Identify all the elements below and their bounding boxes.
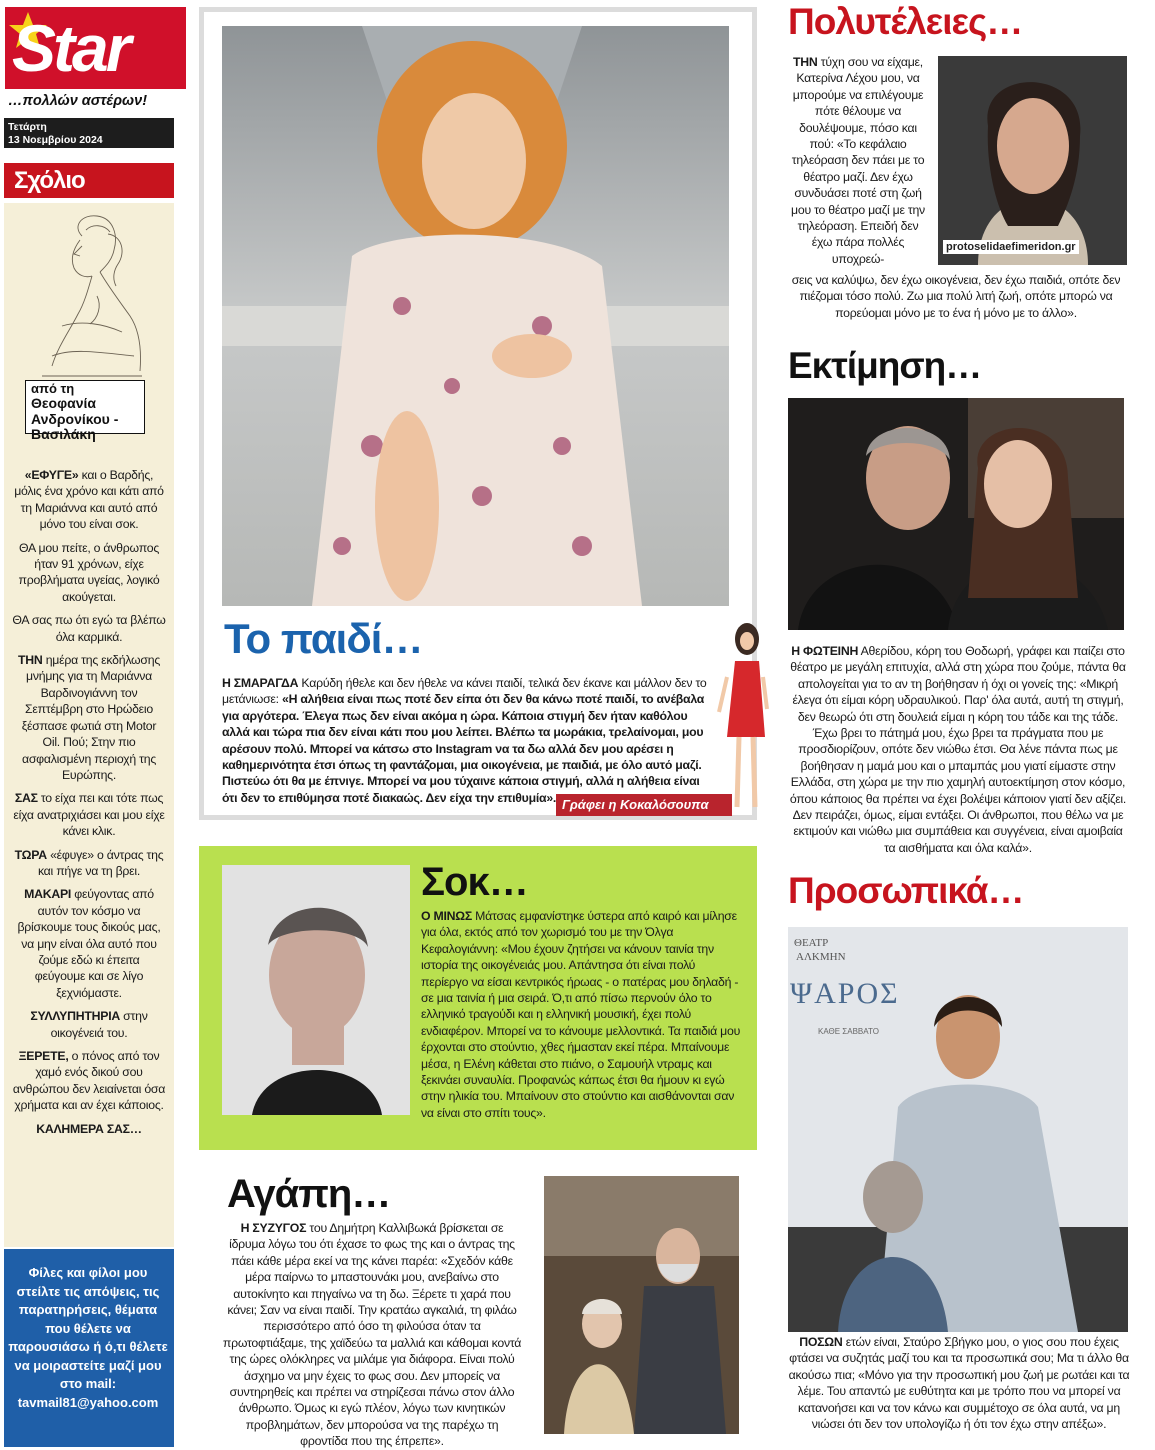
watermark: protoselidaefimeridon.gr [943,240,1079,254]
agapi-heading: Αγάπη… [227,1172,391,1216]
column-paragraph: ΞΕΡΕΤΕ, ο πόνος από τον χαμό ενός δικού σου ανθρώπου δεν λειαίνεται όσα χρήματα και αν έχει κάποιος. [12,1049,166,1113]
sok-text: Ο ΜΙΝΩΣ Μάτσας εμφανίστηκε ύστερα από καιρό και μίλησε για όλα, εκτός από τον χωρισμό του με την Όλγα Κεφαλογιάννη: «Μου έχουν ζητήσει να κάνουν ταινία την ιστορία της οικογένειάς μου. Απάντησα ότι είναι πολύ περίεργο να είσαι κεντρικός ήρωας - ο πατέρας μου δηλαδή - σε μια ταινία ή μια σειρά. Ό,τι από πίσω περνούν όλο το ελληνικό τραγούδι και η ελληνική μουσική, έχει πολύ ενδιαφέρον. Μπορεί να το κάνουμε μελλοντικά. Τα παιδιά μου έρχονται στο στούντιο, χθες ήμασταν εκεί πέρα. Μπαίνουμε μέσα, η Ελένη κάθεται στο πιάνο, ο Σαμουήλ ντραμς και ξεκινάει συναυλία. Προφανώς κάπως έτσι θα ήμουν κι εγώ στην ηλικία του. Μπαίνουν στο στούντιο και αισθάνονται σαν να είναι στο σπίτι τους». [421,909,741,1120]
ektimisi-heading: Εκτίμηση… [788,345,982,386]
feature-photo [222,26,729,606]
column-paragraph: ΚΑΛΗΜΕΡΑ ΣΑΣ… [36,1121,142,1136]
prosopika-text: ΠΟΣΩΝ ετών είναι, Σταύρο Σβήγκο μου, ο γιος σου που έχεις φτάσει να συζητάς μαζί του και τα προσωπικά σου; Μα τι άλλο θα ακούσω πια; «Μόνο για την προσωπική μου ζωή με ρωτάει και τα λέμε. Του απαντώ με ευθύτητα και με τρόπο που να μπορεί να κατανοήσει και να τον κάνω και συμμέτοχο σε όλα αυτά, να μη νιώσει ότι δεν τον υπολογίζω ή ότι τον έχω στην απέξω». [788,1335,1130,1432]
column-paragraph: «ΕΦΥΓΕ» και ο Βαρδής, μόλις ένα χρόνο και κάτι από τη Μαριάννα και αυτό από μόνο του είναι σοκ. [14,468,164,532]
poster-text: ΚΑΘΕ ΣΑΒΒΑΤΟ [818,1027,879,1036]
feature-heading: Το παιδί… [224,615,423,662]
feature-credit: Γράφει η Κοκαλόσουπα [562,797,709,812]
column-paragraph: ΤΗΝ ημέρα της εκδήλωσης μνήμης για τη Μαριάννα Βαρδινογιάννη τον Σεπτέμβρη στο Ηρώδειο ξέσπασε φωτιά στη Motor Oil. Πού; Στην πιο ασφαλισμένη περιοχή της Ευρώπης. [18,653,160,782]
lux-text-continued: σεις να καλύψω, δεν έχω οικογένεια, δεν έχω παιδιά, οπότε δεν πιέζομαι τόσο πολύ. Ζω μια πολύ λιτή ζωή, οπότε μπορώ να πορεύομαι μόνο με το ένα ή μόνο με το άλλο». [791,273,1121,320]
column-paragraph: ΣΑΣ το είχα πει και τότε πως είχα ανατριχιάσει και μου είχε κάνει κλικ. [13,791,165,839]
lux-text: ΤΗΝ τύχη σου να είχαμε, Κατερίνα Λέχου μου, να μπορούμε να επιλέγουμε πότε θέλουμε να δουλέψουμε, πόσο και πού: «Το κεφάλαιο τηλεόραση δεν πάει με το θέατρο μαζί. Δεν έχω συνδυάσει ποτέ στη ζωή μου το θέατρο μαζί με την τηλεόραση. Επειδή δεν έχω πάρα πολλές υποχρεώ- [791,55,925,266]
agapi-photo [544,1176,739,1434]
lux-heading: Πολυτέλειες… [788,1,1023,42]
ektimisi-text: Η ΦΩΤΕΙΝΗ Αθερίδου, κόρη του Θοδωρή, γράφει και παίζει στο θέατρο με μεγάλη επιτυχία, αλλά στη χώρα που ζούμε, πάντα θα απολογείται για το αν τη βοήθησαν ή όχι οι γονείς της: «Μικρή έλεγα ότι είμαι κόρη υδραυλικού. Παρ' όλα αυτά, αυτή τη στιγμή, δεν θεωρώ ότι στη δουλειά είμαι η κόρη του τάδε και της τάδε. Έχω βρει το πάτημά μου, έχω βρει τα πράγματα που με προσδιορίζουν, οπότε δεν νιώθω έτσι. Θα λένε πάντα πως με βοήθησαν η μαμά μου και ο μπαμπάς μου γιατί είμαστε στην Ελλάδα, στη χώρα με την πιο χαμηλή αυτοεκτίμηση στον κόσμο, όπου κάποιος θα πρέπει να έχει βολέψει κάποιον γιατί δεν αξίζει. Δεν πειράζει, όμως, είμαι εντάξει. Οι άνθρωποι, που θέλω να με εκτιμούν και νιώθω μια συμπάθεια και συγγένεια, είναι αμοιβαία τα αισθήματα και όλα καλά». [789,644,1127,855]
contact-text: Φίλες και φίλοι μου στείλτε τις απόψεις, τις παρατηρήσεις, θέματα που θέλετε να παρουσιάσω ή ό,τι θέλετε να μοιραστείτε μαζί μου στο mail: tavmail81@yahoo.com [8,1265,168,1410]
column-paragraph: ΤΩΡΑ «έφυγε» ο άντρας της και πήγε να τη βρει. [14,847,164,878]
byline-name: Θεοφανία Ανδρονίκου - Βασιλάκη [31,395,119,442]
prosopika-photo [788,927,1128,1332]
feature-text: Η ΣΜΑΡΑΓΔΑ Καρύδη ήθελε και δεν ήθελε να κάνει παιδί, τελικά δεν έκανε και μάλλον δεν το μετάνιωσε: «Η αλήθεια είναι πως ποτέ δεν είπα ότι δεν θα κάνω ποτέ παιδί, το ανέβαλα για αργότερα. Έλεγα πως δεν είναι ακόμα η ώρα. Κάποια στιγμή δεν ήταν καθόλου αλλά και τώρα πια δεν είναι κάτι που μου λείπει. Βλέπω τα μωράκια, τρελαίνομαι, μου αρέσουν πολύ. Μπορεί να κάτσω στο Instagram να τα δω αλλά δεν μου αρέσει η καθημερινότητα έτσι όπως τη φαντάζομαι, μια οικογένεια, με παιδιά, με όλο αυτό μαζί. Πιστεύω ότι θα με έπνιγε. Μπορεί να μου τύχαινε κάποια στιγμή, αλλά η αλήθεια είναι ότι δεν το επιθύμησα ποτέ διακαώς. Δεν είχα την επιθυμία». [222,676,707,805]
column-paragraph: ΜΑΚΑΡΙ φεύγοντας από αυτόν τον κόσμο να βρίσκουμε τους δικούς μας, να μην είναι όλα αυτό που ζούμε εδώ κι έπειτα φεύγουμε και σε λίγο ξεχνιόμαστε. [17,887,161,1000]
date-full: 13 Νοεμβρίου 2024 [8,134,103,146]
logo: Star [12,11,129,85]
gossip-caricature [717,617,769,817]
column-label: Σχόλιο [14,167,85,194]
column-text [12,467,166,1144]
poster-text: ΘΕΑΤΡ [794,937,829,949]
columnist-sketch-portrait [22,206,152,382]
date-day: Τετάρτη [8,121,47,133]
sok-photo [222,865,410,1115]
column-paragraph: ΘΑ σας πω ότι εγώ τα βλέπω όλα καρμικά. [12,613,166,644]
sok-heading: Σοκ… [421,860,528,904]
ektimisi-photo [788,398,1124,630]
tagline: …πολλών αστέρων! [8,93,148,109]
column-paragraph: ΘΑ μου πείτε, ο άνθρωπος ήταν 91 χρόνων, είχε προβλήματα υγείας, λογικό ακούγεται. [18,540,160,604]
column-paragraph: ΣΥΛΛΥΠΗΤΗΡΙΑ στην οικογένειά του. [30,1009,148,1040]
lux-photo [938,56,1127,265]
poster-text: ΑΛΚΜΗΝ [796,951,846,963]
poster-title: ΨΑΡΟΣ [790,977,900,1010]
byline-prefix: από τη [31,381,75,396]
prosopika-heading: Προσωπικά… [788,870,1024,911]
agapi-text: Η ΣΥΖΥΓΟΣ του Δημήτρη Καλλιβωκά βρίσκεται σε ίδρυμα λόγω του ότι έχασε το φως της και ο άντρας της πάει κάθε μέρα εκεί να της κάνει παρέα: «Σχεδόν κάθε μέρα παίρνω το μπαστουνάκι μου, ανεβαίνω στο αυτοκίνητο και πηγαίνω να τη δω. Ξέρετε τι χαρά που κάνει; Σαν να είναι παιδί. Την κρατάω αγκαλιά, τη φιλάω περισσότερο από όσο τη φιλούσα όταν τα πρωτοφτιάξαμε, της χαϊδεύω τα μαλλιά και κάθομαι κοντά της ώρες ολόκληρες να μιλάμε για διάφορα. Είναι πολύ άσχημο να μην έχεις το φως σου. Δεν μπορείς να συντηρηθείς και πρέπει να στηρίζεσαι πάνω στον άλλο άνθρωπο. Όμως κι εγώ πλέον, λόγω των κινητικών προβλημάτων, δεν μπορούσα να της παρέχω τη φροντίδα που της έπρεπε». [222,1221,522,1449]
